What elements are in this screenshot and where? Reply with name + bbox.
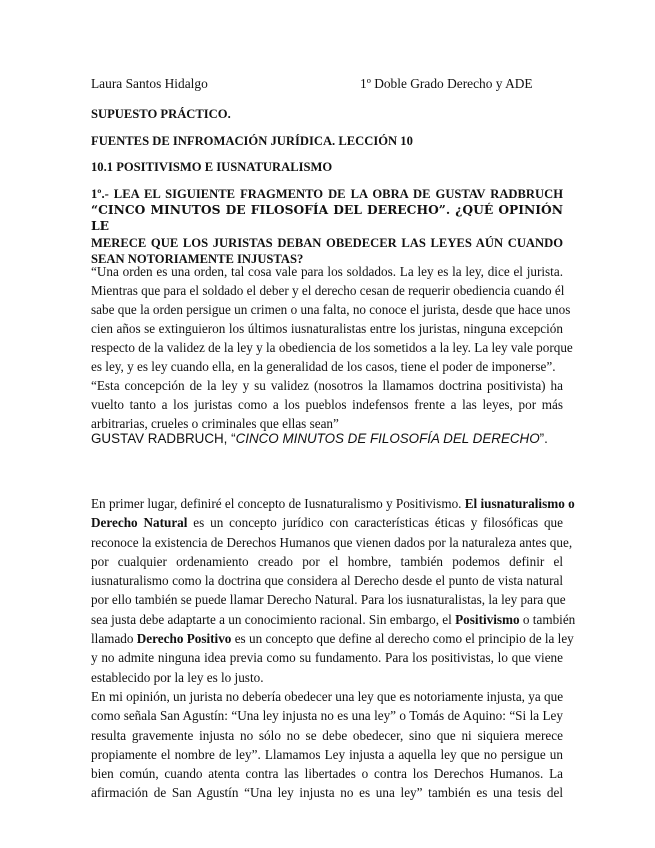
essay-line: reconoce la existencia de Derechos Humanos que vienen dados por la naturaleza antes que, [91,534,573,550]
essay-line: iusnaturalismo como la doctrina que considera al Derecho desde el punto de vista natural [91,573,563,589]
essay-line: En mi opinión, un jurista no debería obedecer una ley que es notoriamente injusta, ya que [91,688,564,704]
quote-line: “Una orden es una orden, tal cosa vale para los soldados. La ley es la ley, dice el jurista. [91,264,563,279]
question-line: MERECE QUE LOS JURISTAS DEBAN OBEDECER LAS LEYES AÚN CUANDO [91,235,563,250]
essay-line: afirmación de San Agustín “Una ley injusta no es una ley” también es una tesis del [91,785,563,801]
essay-line: resulta gravemente injusta no sólo no se debe obedecer, sino que ni siquiera merece [91,727,563,743]
quote-line: arbitrarias, crueles o criminales que ellas sean” [91,416,339,431]
essay-line: por cualquier ordenamiento creado por el hombre, también podemos definir el [91,553,563,569]
attribution-work: CINCO MINUTOS DE FILOSOFÍA DEL DERECHO [235,431,540,446]
essay-line: establecido por la ley es lo justo. [91,669,264,685]
quote-attribution [91,431,548,446]
quote-line: sabe que la orden persigue un crimen o una falta, no conoce el jurista, desde que hace unos [91,302,571,317]
essay-line: En primer lugar, definiré el concepto de Iusnaturalismo y Positivismo. El iusnaturalismo o [91,496,575,511]
essay-line: Derecho Natural es un concepto jurídico con características éticas y filosóficas que [91,515,563,531]
question-line: 1º.- LEA EL SIGUIENTE FRAGMENTO DE LA OBRA DE GUSTAV RADBRUCH [91,187,563,201]
quote-line: cien años se extinguieron los últimos iusnaturalistas entre los juristas, ninguna excepción [91,321,563,336]
essay-line: por ello también se puede llamar Derecho Natural. Para los iusnaturalistas, la ley para que [91,592,566,608]
essay-line: llamado Derecho Positivo es un concepto que define al derecho como el principio de la ley [91,631,574,647]
essay-body [91,494,576,803]
degree-name: 1º Doble Grado Derecho y ADE [360,76,533,91]
quote-line: “Esta concepción de la ley y su validez (nosotros la llamamos doctrina positivista) ha [91,378,563,393]
question-block [91,186,563,267]
attribution-close: ”. [539,431,548,446]
quote-line: Mientras que para el soldado el deber y el derecho cesan de requerir obediencia cuando él [91,283,565,298]
question-line: SEAN NOTORIAMENTE INJUSTAS? [91,251,304,266]
question-line: “CINCO MINUTOS DE FILOSOFÍA DEL DERECHO”. ¿QUÉ OPINIÓN LE [91,202,563,234]
essay-line: y no admite ninguna idea previa como su fundamento. Para los positivistas, lo que viene [91,650,563,666]
lesson-heading: FUENTES DE INFROMACIÓN JURÍDICA. LECCIÓN 10 [91,134,413,148]
essay-line: como señala San Agustín: “Una ley injusta no es una ley” o Tomás de Aquino: “Si la Ley [91,708,563,724]
author-name: Laura Santos Hidalgo [91,76,208,91]
case-heading: SUPUESTO PRÁCTICO. [91,107,231,121]
quote-line: respecto de la validez de la ley y la obediencia de los sometidos a la ley. La ley vale porque [91,340,573,355]
section-heading: 10.1 POSITIVISMO E IUSNATURALISMO [91,160,333,174]
essay-line: bien común, cuando atenta contra las libertades o contra los Derechos Humanos. La [91,766,563,782]
quote-line: vuelto tanto a los juristas como a los pueblos indefensos frente a las leyes, por más [91,397,563,412]
essay-line: sea justa debe adaptarte a un conocimiento racional. Sin embargo, el Positivismo o también [91,611,576,627]
radbruch-quote [91,262,573,433]
attribution-author: GUSTAV RADBRUCH, “ [91,431,236,446]
quote-line: es ley, y es ley cuando ella, en la generalidad de los casos, tiene el poder de imponerse”. [91,359,556,374]
essay-line: propiamente el nombre de ley”. Llamamos Ley injusta a aquella ley que no persigue un [91,746,563,762]
page-header [91,76,566,94]
